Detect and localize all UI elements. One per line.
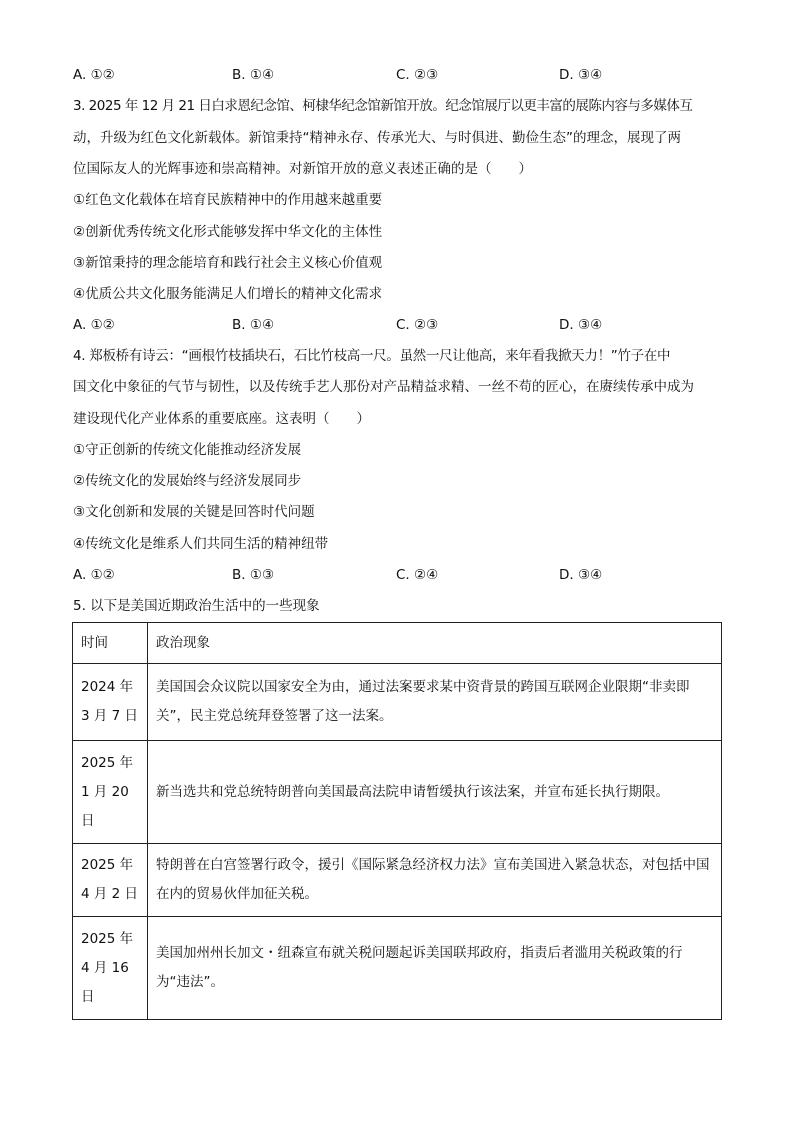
q4-options (73, 565, 723, 585)
q2-options (73, 65, 723, 85)
q3-statement: ③新馆秉持的理念能培育和践行社会主义核心价值观 (73, 255, 383, 271)
q2-option-b: B. ①④ (232, 67, 275, 83)
q2-option-c: C. ②③ (396, 67, 439, 83)
q4-statement: ④传统文化是维系人们共同生活的精神纽带 (73, 536, 329, 552)
q4-stem-line: 国文化中象征的气节与韧性，以及传统手艺人那份对产品精益求精、一丝不苟的匠心，在赓续传承中成为 (73, 379, 694, 395)
q2-option-a: A. ①② (73, 67, 115, 83)
table-header-event: 政治现象 (148, 623, 722, 664)
row-event: 特朗普在白宫签署行政令，援引《国际紧急经济权力法》宣布美国进入紧急状态，对包括中国在内的贸易伙伴加征关税。 (148, 844, 722, 917)
row-time: 2025 年 1 月 20 日 (73, 741, 148, 844)
q3-option-a: A. ①② (73, 317, 115, 333)
q3-statement: ④优质公共文化服务能满足人们增长的精神文化需求 (73, 286, 383, 302)
q5-table (72, 622, 722, 1020)
table-row (73, 917, 722, 1020)
q2-option-d: D. ③④ (559, 67, 603, 83)
q4-stem-line: 4. 郑板桥有诗云：“画根竹枝插块石，石比竹枝高一尺。虽然一尺让他高，来年看我掀天力！”竹子在中 (73, 348, 671, 364)
q3-stem-line: 3. 2025 年 12 月 21 日白求恩纪念馆、柯棣华纪念馆新馆开放。纪念馆展厅以更丰富的展陈内容与多媒体互 (73, 98, 693, 114)
row-event: 美国加州州长加文・纽森宣布就关税问题起诉美国联邦政府，指责后者滥用关税政策的行为“违法”。 (148, 917, 722, 1020)
q4-statement: ②传统文化的发展始终与经济发展同步 (73, 473, 302, 489)
q3-options (73, 315, 723, 335)
q4-option-a: A. ①② (73, 567, 115, 583)
q3-stem-line: 动，升级为红色文化新载体。新馆秉持“精神永存、传承光大、与时俱进、勤俭生态”的理念，展现了两 (73, 130, 681, 146)
q4-statement: ③文化创新和发展的关键是回答时代问题 (73, 504, 315, 520)
table-row (73, 844, 722, 917)
table-row (73, 741, 722, 844)
q5-stem: 5. 以下是美国近期政治生活中的一些现象 (73, 598, 320, 614)
row-event: 美国国会众议院以国家安全为由，通过法案要求某中资背景的跨国互联网企业限期“非卖即关”，民主党总统拜登签署了这一法案。 (148, 664, 722, 741)
row-event: 新当选共和党总统特朗普向美国最高法院申请暂缓执行该法案，并宣布延长执行期限。 (148, 741, 722, 844)
q3-option-b: B. ①④ (232, 317, 275, 333)
row-time: 2025 年 4 月 2 日 (73, 844, 148, 917)
q3-statement: ②创新优秀传统文化形式能够发挥中华文化的主体性 (73, 224, 383, 240)
q3-option-d: D. ③④ (559, 317, 603, 333)
q4-option-d: D. ③④ (559, 567, 603, 583)
q3-statement: ①红色文化载体在培育民族精神中的作用越来越重要 (73, 192, 383, 208)
q4-option-c: C. ②④ (396, 567, 439, 583)
q3-option-c: C. ②③ (396, 317, 439, 333)
row-time: 2025 年 4 月 16 日 (73, 917, 148, 1020)
table-header-row (73, 623, 722, 664)
q4-option-b: B. ①③ (232, 567, 275, 583)
row-time: 2024 年 3 月 7 日 (73, 664, 148, 741)
q4-stem-line: 建设现代化产业体系的重要底座。这表明（ ） (73, 411, 370, 427)
q3-stem-line: 位国际友人的光辉事迹和崇高精神。对新馆开放的意义表述正确的是（ ） (73, 161, 532, 177)
q4-statement: ①守正创新的传统文化能推动经济发展 (73, 442, 302, 458)
table-row (73, 664, 722, 741)
table-header-time: 时间 (73, 623, 148, 664)
